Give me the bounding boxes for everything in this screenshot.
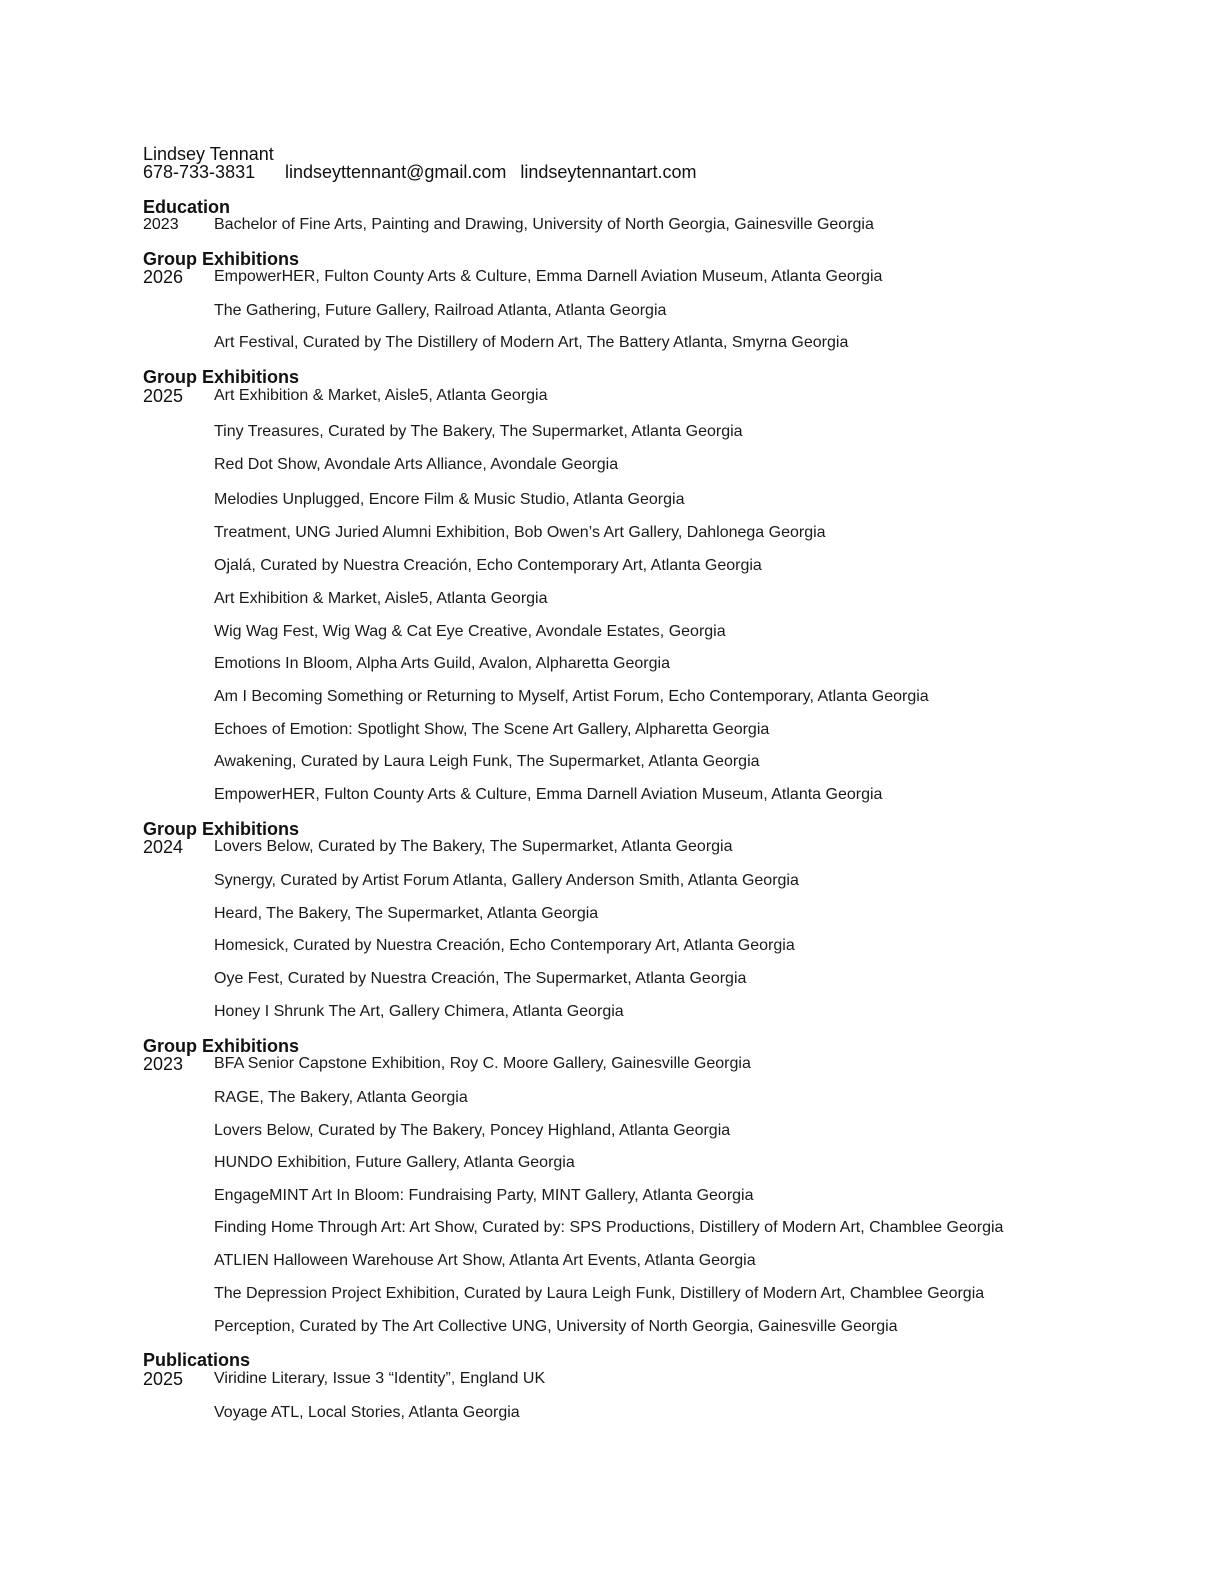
- list-item: Awakening, Curated by Laura Leigh Funk, The Supermarket, Atlanta Georgia: [214, 753, 760, 770]
- year-2025: 2025: [143, 386, 184, 406]
- year-publications: 2025: [143, 1369, 184, 1389]
- year-2024: 2024: [143, 837, 184, 857]
- list-item: Treatment, UNG Juried Alumni Exhibition, Bob Owen’s Art Gallery, Dahlonega Georgia: [214, 524, 826, 541]
- list-item: Homesick, Curated by Nuestra Creación, Echo Contemporary Art, Atlanta Georgia: [214, 937, 795, 954]
- list-item: Am I Becoming Something or Returning to Myself, Artist Forum, Echo Contemporary, Atlanta Georgia: [214, 688, 929, 705]
- list-item: Art Exhibition & Market, Aisle5, Atlanta Georgia: [214, 590, 548, 607]
- list-item: BFA Senior Capstone Exhibition, Roy C. Moore Gallery, Gainesville Georgia: [214, 1055, 751, 1072]
- list-item: Voyage ATL, Local Stories, Atlanta Georgia: [214, 1404, 520, 1421]
- section-title-education: Education: [143, 197, 231, 217]
- list-item: RAGE, The Bakery, Atlanta Georgia: [214, 1089, 468, 1106]
- section-title-exhibitions-2023: Group Exhibitions: [143, 1036, 299, 1056]
- list-item: Emotions In Bloom, Alpha Arts Guild, Avalon, Alpharetta Georgia: [214, 655, 670, 672]
- list-item: Lovers Below, Curated by The Bakery, Poncey Highland, Atlanta Georgia: [214, 1122, 731, 1139]
- list-item: Art Exhibition & Market, Aisle5, Atlanta Georgia: [214, 387, 548, 404]
- list-item: The Gathering, Future Gallery, Railroad Atlanta, Atlanta Georgia: [214, 302, 667, 319]
- list-item: Art Festival, Curated by The Distillery of Modern Art, The Battery Atlanta, Smyrna Georgia: [214, 334, 849, 351]
- list-item: EngageMINT Art In Bloom: Fundraising Party, MINT Gallery, Atlanta Georgia: [214, 1187, 754, 1204]
- resume-name: Lindsey Tennant: [143, 144, 274, 164]
- email-address: lindseyttennant@gmail.com: [285, 162, 507, 182]
- list-item: Melodies Unplugged, Encore Film & Music Studio, Atlanta Georgia: [214, 491, 685, 508]
- contact-line: [143, 162, 697, 182]
- list-item: EmpowerHER, Fulton County Arts & Culture, Emma Darnell Aviation Museum, Atlanta Georgia: [214, 268, 883, 285]
- section-title-publications: Publications: [143, 1350, 251, 1370]
- list-item: EmpowerHER, Fulton County Arts & Culture, Emma Darnell Aviation Museum, Atlanta Georgia: [214, 786, 883, 803]
- year-2023: 2023: [143, 1054, 184, 1074]
- phone-number: 678-733-3831: [143, 162, 256, 182]
- list-item: Wig Wag Fest, Wig Wag & Cat Eye Creative, Avondale Estates, Georgia: [214, 623, 726, 640]
- website-url: lindseytennantart.com: [520, 162, 697, 182]
- list-item: Oye Fest, Curated by Nuestra Creación, The Supermarket, Atlanta Georgia: [214, 970, 747, 987]
- list-item: Synergy, Curated by Artist Forum Atlanta, Gallery Anderson Smith, Atlanta Georgia: [214, 872, 799, 889]
- list-item: Viridine Literary, Issue 3 “Identity”, England UK: [214, 1370, 546, 1387]
- list-item: Heard, The Bakery, The Supermarket, Atlanta Georgia: [214, 905, 599, 922]
- list-item: Finding Home Through Art: Art Show, Curated by: SPS Productions, Distillery of Modern Art, Chamblee Georgia: [214, 1219, 1004, 1236]
- year-2026: 2026: [143, 267, 184, 287]
- list-item: Ojalá, Curated by Nuestra Creación, Echo Contemporary Art, Atlanta Georgia: [214, 557, 762, 574]
- list-item: The Depression Project Exhibition, Curated by Laura Leigh Funk, Distillery of Modern Art, Chamblee Georgia: [214, 1285, 985, 1302]
- year-education: 2023: [143, 216, 179, 233]
- list-item: Tiny Treasures, Curated by The Bakery, The Supermarket, Atlanta Georgia: [214, 423, 743, 440]
- section-title-exhibitions-2024: Group Exhibitions: [143, 819, 299, 839]
- list-item: Lovers Below, Curated by The Bakery, The Supermarket, Atlanta Georgia: [214, 838, 733, 855]
- list-item: ATLIEN Halloween Warehouse Art Show, Atlanta Art Events, Atlanta Georgia: [214, 1252, 756, 1269]
- list-item: Honey I Shrunk The Art, Gallery Chimera, Atlanta Georgia: [214, 1003, 624, 1020]
- list-item: Red Dot Show, Avondale Arts Alliance, Avondale Georgia: [214, 456, 619, 473]
- section-title-exhibitions-2025: Group Exhibitions: [143, 367, 299, 387]
- list-item: HUNDO Exhibition, Future Gallery, Atlanta Georgia: [214, 1154, 575, 1171]
- section-title-exhibitions-2026: Group Exhibitions: [143, 249, 299, 269]
- list-item: Bachelor of Fine Arts, Painting and Drawing, University of North Georgia, Gainesville Georgia: [214, 216, 874, 233]
- list-item: Echoes of Emotion: Spotlight Show, The Scene Art Gallery, Alpharetta Georgia: [214, 721, 770, 738]
- list-item: Perception, Curated by The Art Collective UNG, University of North Georgia, Gainesville Georgia: [214, 1318, 898, 1335]
